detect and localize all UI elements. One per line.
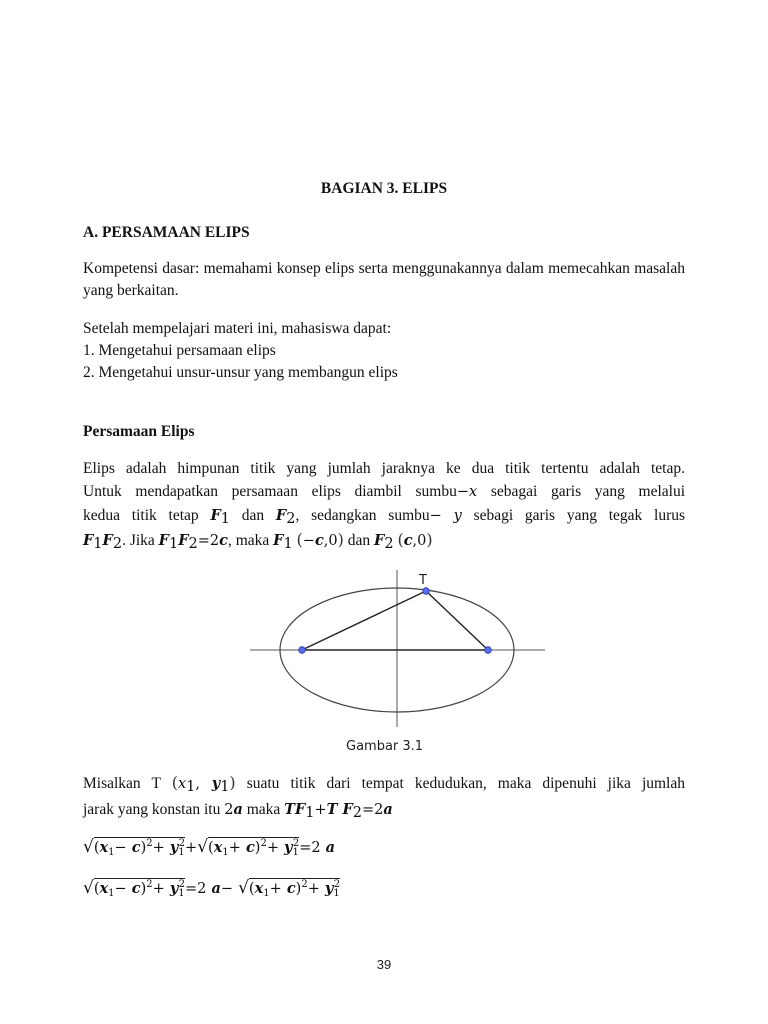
definition-line: kedua titik tetap $F_1$ dan $F_2$, sedangkan sumbu− y sebagi garis yang tegak lurus [83,507,686,527]
definition-line: $F_1F_2$. Jika $F_1F_2=2c$, maka $F_1$ (−c,0) dan $F_2$ (c,0) [83,530,433,552]
subheading: Persamaan Elips [83,423,195,440]
definition-line: Elips adalah himpunan titik yang jumlah jaraknya ke dua titik tertentu adalah tetap. [83,460,685,477]
figure-caption: Gambar 3.1 [346,739,424,754]
segment-tf2 [426,591,488,650]
objectives-block [83,318,685,384]
ellipse-figure [240,565,560,760]
section-heading: A. PERSAMAAN ELIPS [83,224,250,241]
definition-paragraph [83,457,685,553]
segment-tf1 [302,591,426,650]
objectives-intro: Setelah mempelajari materi ini, mahasiswa dapat: [83,320,392,337]
competency-text: Kompetensi dasar: memahami konsep elips serta menggunakannya dalam memecahkan masalah yang berkaitan. [83,260,685,299]
objective-item: 1. Mengetahui persamaan elips [83,342,276,359]
page-number: 39 [376,957,392,972]
misalkan-line: Misalkan T ($x_1$, $y_1$) suatu titik dari tempat kedudukan, maka dipenuhi jika jumlah [83,773,685,795]
point-t [423,588,430,595]
page-title: BAGIAN 3. ELIPS [320,180,448,197]
objective-item: 2. Mengetahui unsur-unsur yang membangun elips [83,364,398,381]
focus-point-f2 [485,647,492,654]
equation-2: $√(x_1- c)^2+ y_1^2=2$ $a- √(x_1+ c)^2+ y_1^2$ [83,878,341,899]
misalkan-paragraph [83,770,685,823]
equation-1: $√(x_1- c)^2+ y_1^2+√(x_1+ c)^2+ y_1^2=2$ a [83,837,336,858]
misalkan-line: jarak yang konstan itu 2a maka $TF_1+T$ $F_2=2a$ [83,801,393,821]
point-t-label: T [419,573,427,588]
definition-line: Untuk mendapatkan persamaan elips diambil sumbu−x sebagai garis yang melalui [83,483,685,500]
focus-point-f1 [299,647,306,654]
